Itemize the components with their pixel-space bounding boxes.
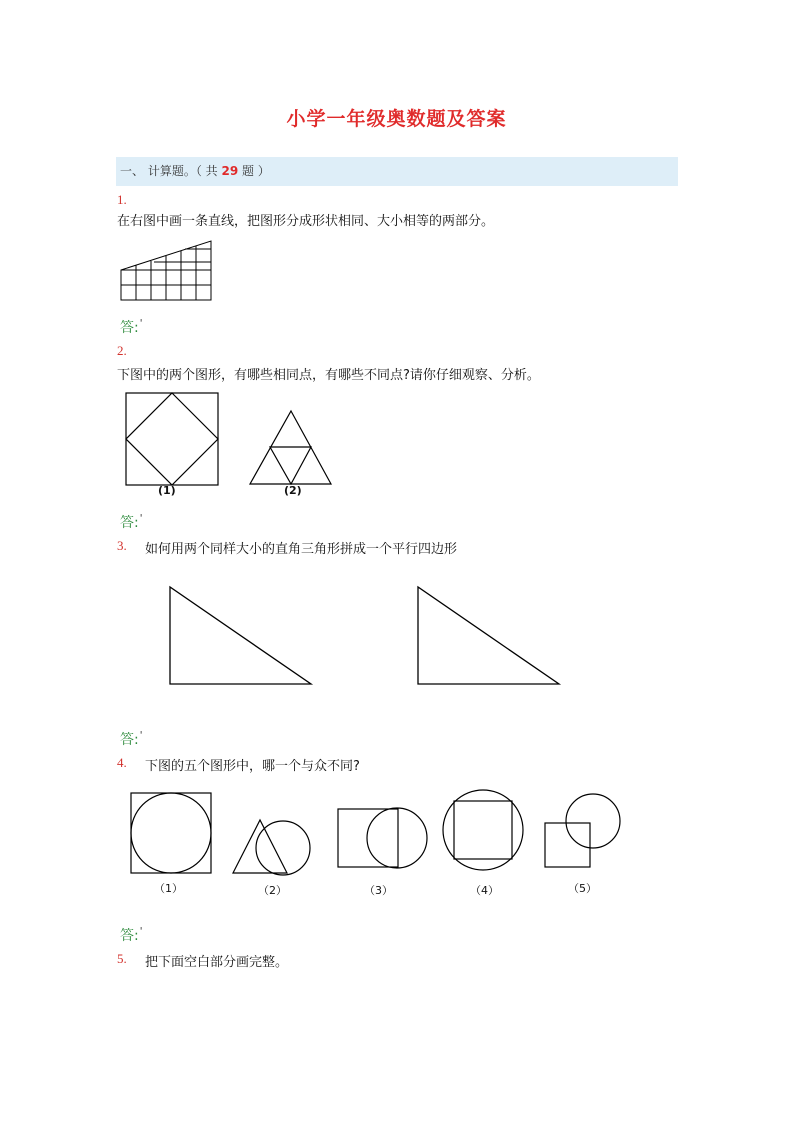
q1-number: 1. bbox=[117, 192, 127, 207]
q2-answer-mark: ' bbox=[139, 513, 143, 524]
q2-figure-square-diamond bbox=[125, 392, 219, 486]
q3-figure-right-triangle-1 bbox=[168, 586, 314, 686]
q1-text: 在右图中画一条直线，把图形分成形状相同、大小相等的两部分。 bbox=[117, 214, 495, 229]
q2-number: 2. bbox=[117, 343, 127, 358]
section-header bbox=[116, 157, 678, 186]
q1-answer-mark: ' bbox=[139, 318, 143, 329]
q3-answer-label: 答: bbox=[120, 732, 139, 748]
q4-answer-mark: ' bbox=[139, 926, 143, 937]
q4-figure-2-triangle-circle bbox=[231, 818, 315, 876]
section-tail: 题 ） bbox=[242, 164, 270, 178]
q4-figure-3-rect-circle bbox=[337, 806, 429, 870]
document-title: 小学一年级奥数题及答案 bbox=[286, 108, 507, 130]
q2-answer bbox=[120, 512, 141, 532]
q4-figure-4-square-in-circle bbox=[442, 789, 526, 873]
q4-text: 下图的五个图形中，哪一个与众不同? bbox=[145, 759, 360, 774]
q2-figure-label-1: (1) bbox=[158, 484, 176, 497]
q4-figure-label-1: （1） bbox=[154, 882, 183, 895]
section-lead: 一、 计算题。（ 共 bbox=[120, 164, 218, 178]
q2-answer-label: 答: bbox=[120, 515, 139, 531]
q4-figure-5-square-circle bbox=[544, 793, 624, 869]
q3-answer-mark: ' bbox=[139, 730, 143, 741]
q1-answer bbox=[120, 317, 141, 337]
q4-figure-label-5: （5） bbox=[568, 882, 597, 895]
q4-answer-label: 答: bbox=[120, 928, 139, 944]
q3-figure-right-triangle-2 bbox=[416, 586, 562, 686]
q3-answer bbox=[120, 729, 141, 749]
q1-figure-grid bbox=[120, 240, 213, 302]
q4-figure-label-4: （4） bbox=[470, 884, 499, 897]
question-count: 29 bbox=[221, 164, 239, 178]
q4-figure-label-3: （3） bbox=[364, 884, 393, 897]
q4-answer bbox=[120, 925, 141, 945]
q2-figure-triangle bbox=[249, 410, 333, 486]
q4-figure-1-circle-in-square bbox=[130, 792, 213, 875]
q4-figure-label-2: （2） bbox=[258, 884, 287, 897]
q2-text: 下图中的两个图形，有哪些相同点，有哪些不同点?请你仔细观察、分析。 bbox=[117, 368, 540, 383]
q4-number: 4. bbox=[117, 755, 127, 770]
q3-text: 如何用两个同样大小的直角三角形拼成一个平行四边形 bbox=[145, 542, 458, 557]
q2-figure-label-2: (2) bbox=[284, 484, 302, 497]
q5-number: 5. bbox=[117, 951, 127, 966]
q1-answer-label: 答: bbox=[120, 320, 139, 336]
q3-number: 3. bbox=[117, 538, 127, 553]
q5-text: 把下面空白部分画完整。 bbox=[145, 955, 289, 970]
